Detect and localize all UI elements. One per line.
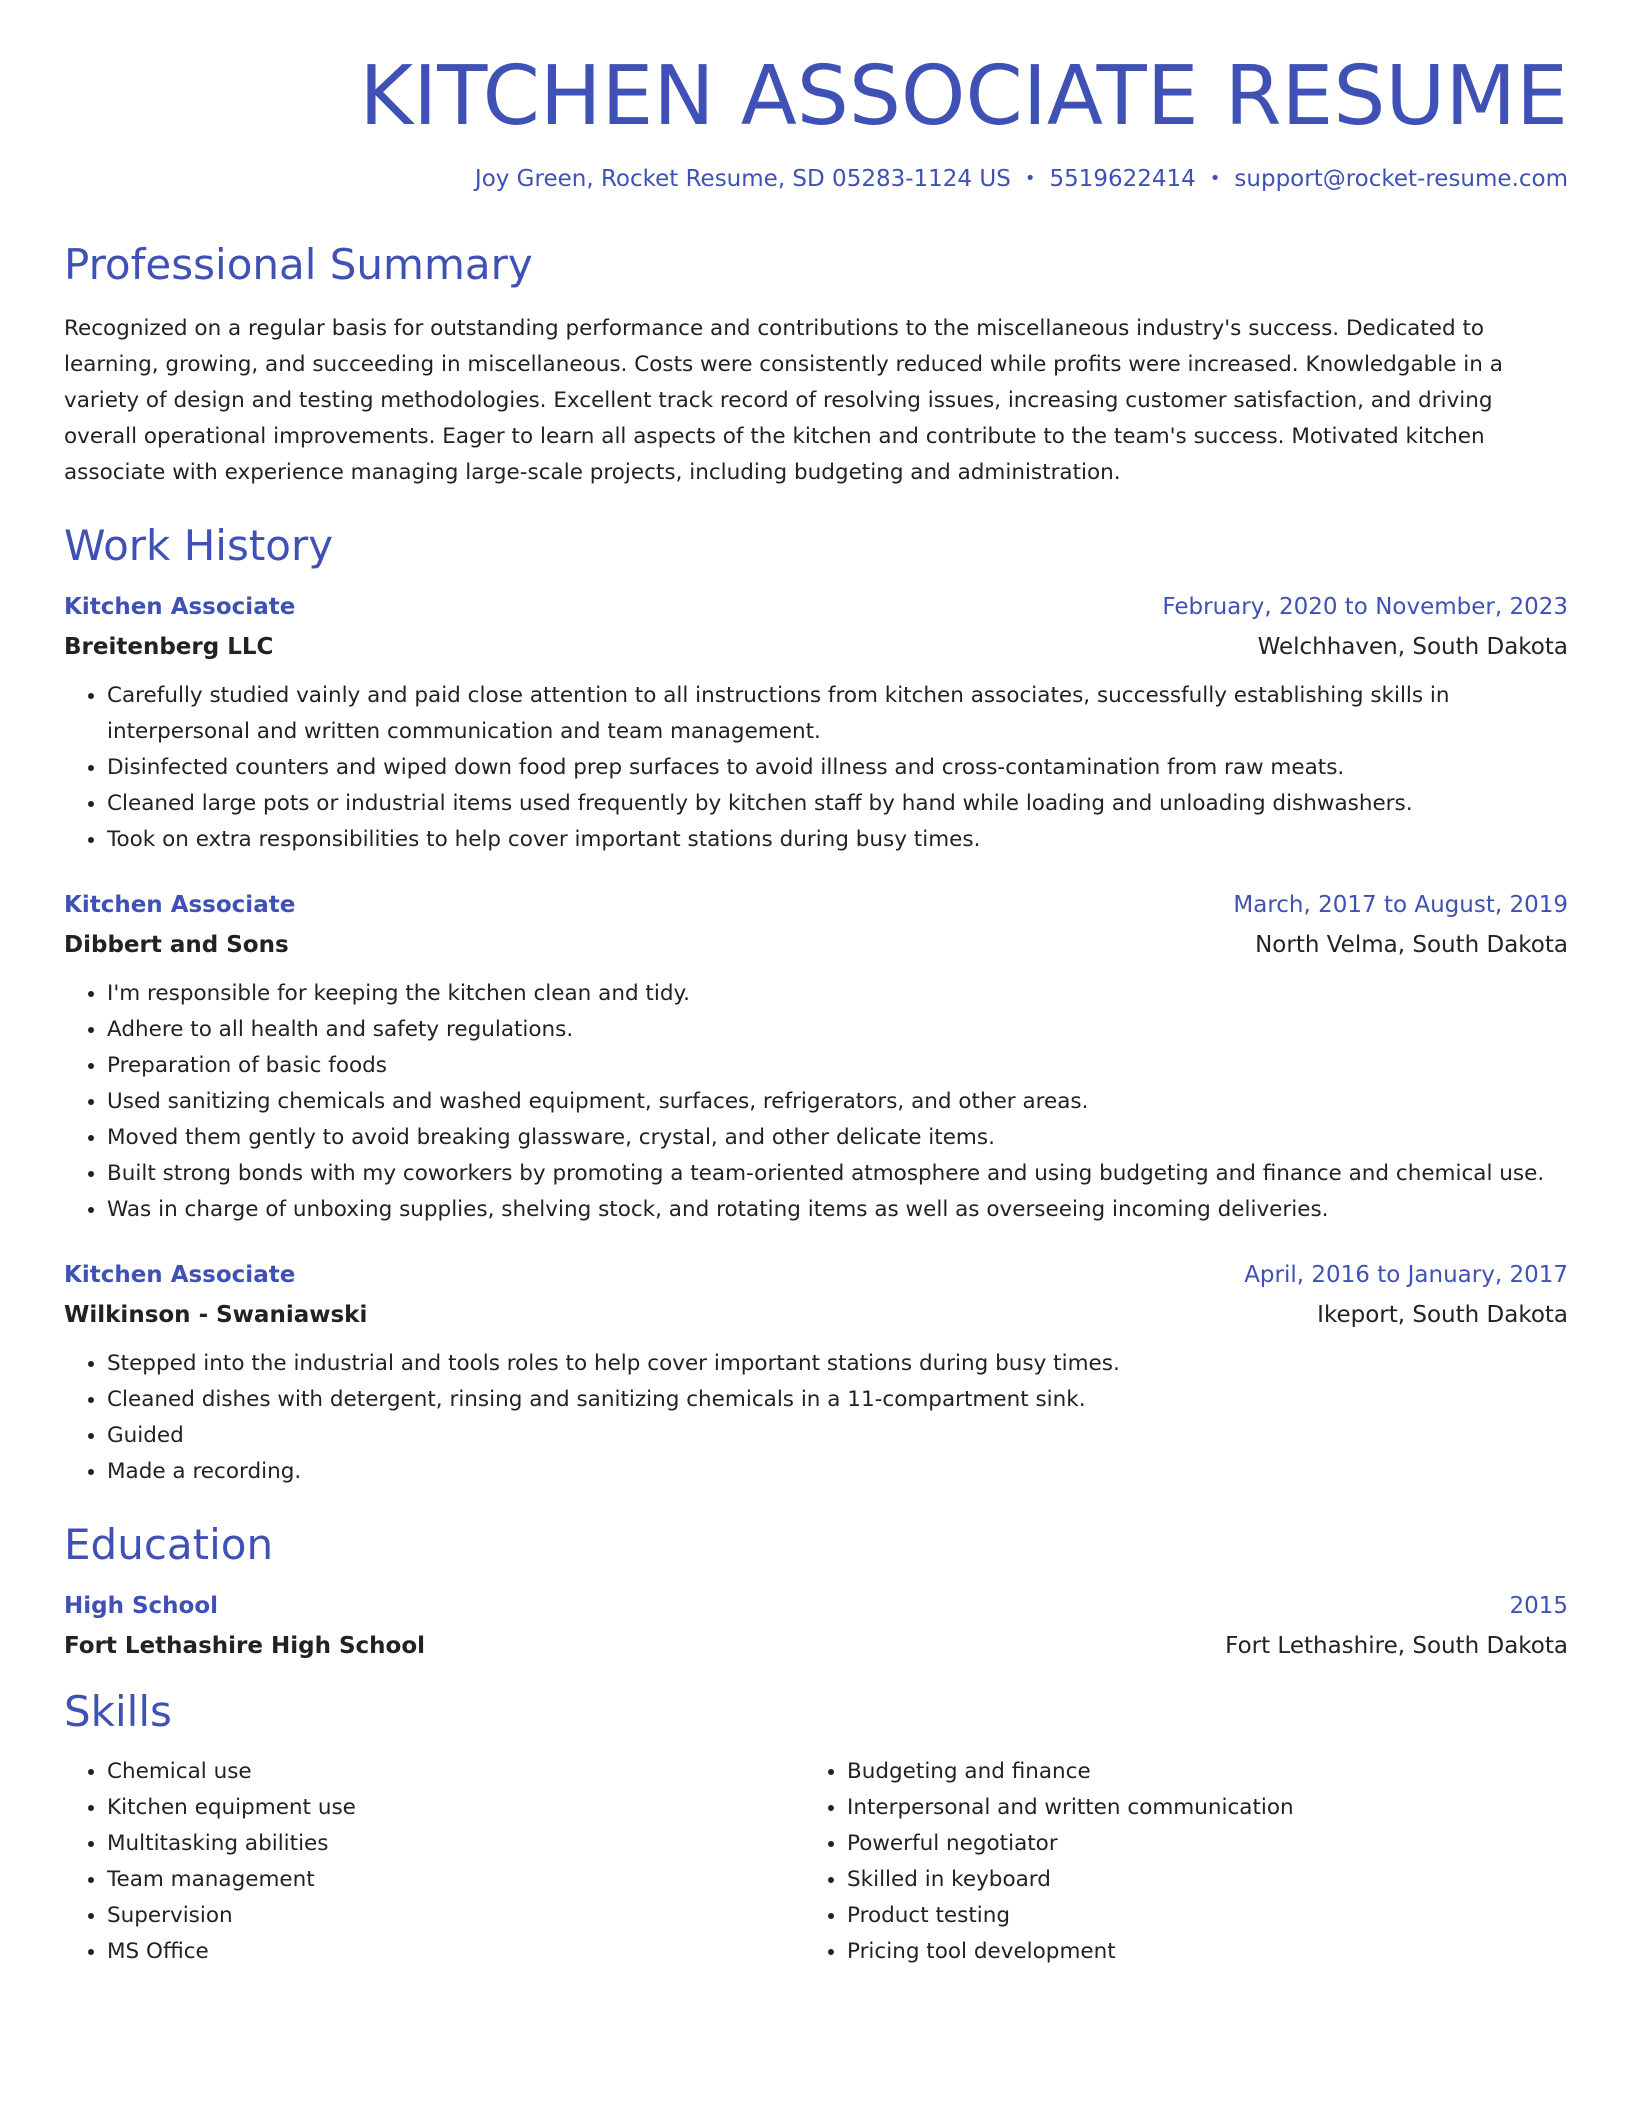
job-bullet: • Made a recording. bbox=[107, 1454, 1568, 1490]
job-bullet: • Used sanitizing chemicals and washed equipment, surfaces, refrigerators, and other areas. bbox=[107, 1084, 1568, 1120]
summary-text: Recognized on a regular basis for outstanding performance and contributions to the miscellaneous industry's success. Dedicated to learning, growing, and succeeding in miscellaneous. Costs were consistently reduced while profits were increased. Knowledgable in a variety of design and testing methodologies. Excellent track record of resolving issues, increasing customer satisfaction, and driving overall operational improvements. Eager to learn all aspects of the kitchen and contribute to the team's success. Motivated kitchen associate with experience managing large-scale projects, including budgeting and administration. bbox=[64, 316, 1503, 486]
job-bullets bbox=[64, 1346, 1568, 1490]
education-location: Fort Lethashire, South Dakota bbox=[1225, 1633, 1568, 1660]
education-degree: High School bbox=[64, 1593, 219, 1620]
job-title: Kitchen Associate bbox=[64, 892, 296, 919]
resume-header bbox=[64, 0, 1568, 192]
education-year: 2015 bbox=[1509, 1593, 1568, 1620]
skill-item: • Interpersonal and written communication bbox=[847, 1790, 1294, 1826]
job-header-row bbox=[64, 1262, 1568, 1288]
section-heading-skills: Skills bbox=[64, 1687, 172, 1737]
job-entry bbox=[64, 594, 1568, 858]
education-section bbox=[64, 1520, 1568, 1659]
section-heading-education: Education bbox=[64, 1520, 274, 1570]
section-heading-work-history: Work History bbox=[64, 521, 334, 571]
job-bullet: • Built strong bonds with my coworkers by promoting a team-oriented atmosphere and using budgeting and finance and chemical use. bbox=[107, 1156, 1568, 1192]
skill-item: • Pricing tool development bbox=[847, 1934, 1294, 1970]
education-school-row bbox=[64, 1633, 1568, 1659]
job-title: Kitchen Associate bbox=[64, 594, 296, 621]
skill-item: • Kitchen equipment use bbox=[107, 1790, 804, 1826]
job-company: Wilkinson - Swaniawski bbox=[64, 1302, 368, 1329]
skills-section bbox=[64, 1687, 1568, 1970]
job-title: Kitchen Associate bbox=[64, 1262, 296, 1289]
skills-columns bbox=[64, 1754, 1568, 1970]
job-bullet: • Took on extra responsibilities to help cover important stations during busy times. bbox=[107, 822, 1568, 858]
skill-item: • Powerful negotiator bbox=[847, 1826, 1294, 1862]
job-company-row bbox=[64, 634, 1568, 660]
job-bullet: • Moved them gently to avoid breaking glassware, crystal, and other delicate items. bbox=[107, 1120, 1568, 1156]
skill-item: • Multitasking abilities bbox=[107, 1826, 804, 1862]
work-history-section bbox=[64, 521, 1568, 1490]
job-bullet: • Was in charge of unboxing supplies, shelving stock, and rotating items as well as overseeing incoming deliveries. bbox=[107, 1192, 1568, 1228]
job-dates: February, 2020 to November, 2023 bbox=[1162, 594, 1568, 621]
skills-list-left bbox=[64, 1754, 804, 1970]
section-heading-summary: Professional Summary bbox=[64, 240, 533, 290]
skill-item: • Team management bbox=[107, 1862, 804, 1898]
contact-email: support@rocket-resume.com bbox=[1234, 166, 1568, 193]
job-entry bbox=[64, 892, 1568, 1228]
contact-phone: 5519622414 bbox=[1049, 166, 1196, 193]
skills-list-right bbox=[804, 1754, 1294, 1970]
job-location: Welchhaven, South Dakota bbox=[1257, 634, 1568, 661]
professional-summary-section bbox=[64, 240, 1568, 491]
job-company: Breitenberg LLC bbox=[64, 634, 274, 661]
job-bullet: • Preparation of basic foods bbox=[107, 1048, 1568, 1084]
contact-line bbox=[64, 166, 1568, 192]
resume-title: KITCHEN ASSOCIATE RESUME bbox=[359, 49, 1568, 144]
job-bullet: • Disinfected counters and wiped down food prep surfaces to avoid illness and cross-contamination from raw meats. bbox=[107, 750, 1568, 786]
skill-item: • Skilled in keyboard bbox=[847, 1862, 1294, 1898]
job-bullet: • Cleaned large pots or industrial items used frequently by kitchen staff by hand while loading and unloading dishwashers. bbox=[107, 786, 1568, 822]
education-school: Fort Lethashire High School bbox=[64, 1633, 426, 1660]
job-bullet: • Carefully studied vainly and paid close attention to all instructions from kitchen associates, successfully establishing skills in interpersonal and written communication and team management. bbox=[107, 678, 1568, 750]
job-company-row bbox=[64, 1302, 1568, 1328]
job-bullets bbox=[64, 976, 1568, 1228]
job-bullet: • Guided bbox=[107, 1418, 1568, 1454]
job-header-row bbox=[64, 594, 1568, 620]
job-bullet: • Stepped into the industrial and tools roles to help cover important stations during busy times. bbox=[107, 1346, 1568, 1382]
skills-column-left bbox=[64, 1754, 804, 1970]
skill-item: • Chemical use bbox=[107, 1754, 804, 1790]
contact-separator: • bbox=[1024, 168, 1036, 190]
skills-column-right bbox=[804, 1754, 1294, 1970]
job-dates: March, 2017 to August, 2019 bbox=[1233, 892, 1568, 919]
contact-address: Joy Green, Rocket Resume, SD 05283-1124 US bbox=[474, 166, 1011, 193]
job-bullet: • Cleaned dishes with detergent, rinsing and sanitizing chemicals in a 11-compartment sink. bbox=[107, 1382, 1568, 1418]
skill-item: • MS Office bbox=[107, 1934, 804, 1970]
job-location: Ikeport, South Dakota bbox=[1317, 1302, 1568, 1329]
education-header-row bbox=[64, 1593, 1568, 1619]
job-location: North Velma, South Dakota bbox=[1255, 932, 1568, 959]
contact-separator: • bbox=[1209, 168, 1221, 190]
job-dates: April, 2016 to January, 2017 bbox=[1244, 1262, 1568, 1289]
skill-item: • Budgeting and finance bbox=[847, 1754, 1294, 1790]
skill-item: • Supervision bbox=[107, 1898, 804, 1934]
job-bullet: • Adhere to all health and safety regulations. bbox=[107, 1012, 1568, 1048]
job-bullet: • I'm responsible for keeping the kitchen clean and tidy. bbox=[107, 976, 1568, 1012]
skill-item: • Product testing bbox=[847, 1898, 1294, 1934]
job-company: Dibbert and Sons bbox=[64, 932, 289, 959]
job-company-row bbox=[64, 932, 1568, 958]
job-header-row bbox=[64, 892, 1568, 918]
job-entry bbox=[64, 1262, 1568, 1490]
job-bullets bbox=[64, 678, 1568, 858]
